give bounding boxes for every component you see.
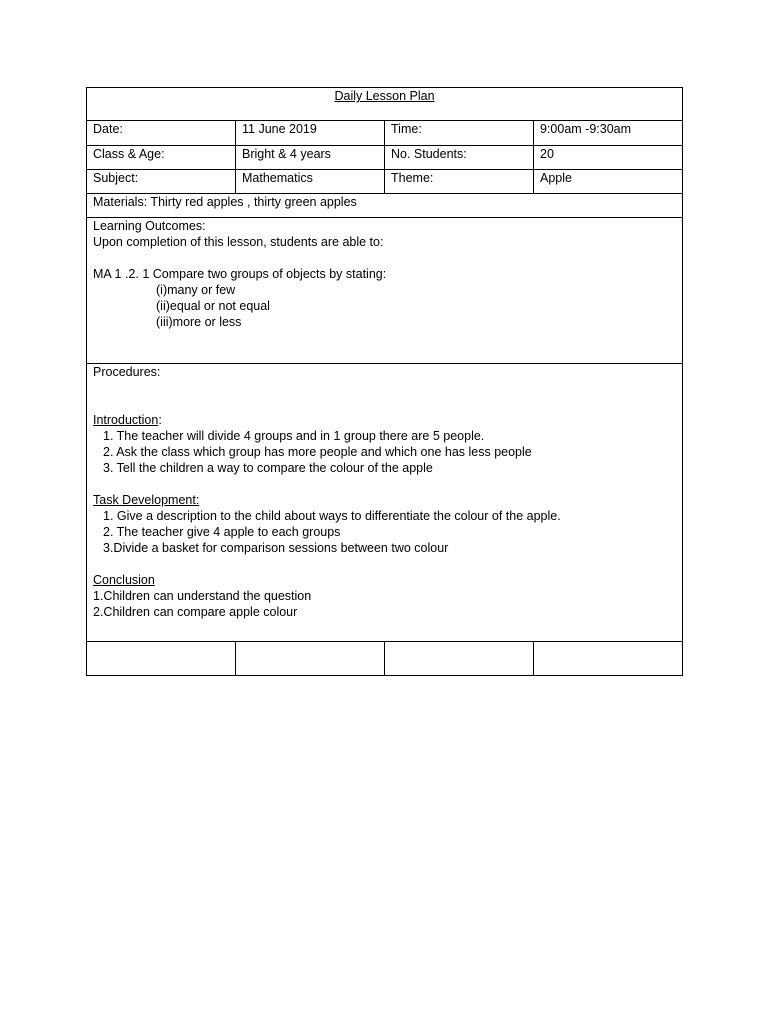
empty-cell [236,642,385,676]
introduction-heading-colon: : [158,413,162,427]
conclusion-heading: Conclusion [93,573,155,587]
introduction-heading: Introduction [93,413,159,427]
learning-outcomes-intro: Upon completion of this lesson, students are able to: [93,235,384,249]
theme-label: Theme: [385,170,534,194]
learning-outcomes-cell [87,218,683,364]
time-value: 9:00am -9:30am [534,121,683,146]
subject-value: Mathematics [236,170,385,194]
subject-label: Subject: [87,170,236,194]
learning-standard: MA 1 .2. 1 Compare two groups of objects by stating: [93,267,387,281]
introduction-heading-line [93,412,676,428]
procedures-row [87,364,683,642]
task-development-item: 2. The teacher give 4 apple to each groups [103,525,341,539]
class-label: Class & Age: [87,146,236,170]
spacer [93,476,676,492]
spacer [93,380,676,396]
procedures-cell [87,364,683,642]
students-label: No. Students: [385,146,534,170]
date-time-row [87,121,683,146]
lesson-plan-table [86,87,683,676]
page-title: Daily Lesson Plan [334,89,435,103]
procedures-heading: Procedures: [93,365,161,379]
subject-theme-row [87,170,683,194]
spacer [93,396,676,412]
class-students-row [87,146,683,170]
conclusion-item: 1.Children can understand the question [93,589,312,603]
empty-footer-row [87,642,683,676]
empty-cell [87,642,236,676]
empty-cell [385,642,534,676]
spacer [93,556,676,572]
introduction-item: 3. Tell the children a way to compare the colour of the apple [103,461,433,475]
date-label: Date: [87,121,236,146]
task-development-item: 3.Divide a basket for comparison sessions between two colour [103,541,449,555]
learning-outcomes-heading: Learning Outcomes: [93,219,206,233]
theme-value: Apple [534,170,683,194]
class-value: Bright & 4 years [236,146,385,170]
title-row [87,88,683,121]
spacer [93,250,676,266]
empty-cell [534,642,683,676]
title-cell [87,88,683,121]
introduction-item: 1. The teacher will divide 4 groups and in 1 group there are 5 people. [103,429,485,443]
students-value: 20 [534,146,683,170]
conclusion-item: 2.Children can compare apple colour [93,605,298,619]
introduction-item: 2. Ask the class which group has more people and which one has less people [103,445,532,459]
task-development-heading: Task Development: [93,493,200,507]
objective-item: (i)many or few [156,283,236,297]
materials-row [87,194,683,218]
materials-text: Materials: Thirty red apples , thirty green apples [87,194,683,218]
objective-item: (ii)equal or not equal [156,299,270,313]
task-development-item: 1. Give a description to the child about ways to differentiate the colour of the apple. [103,509,561,523]
time-label: Time: [385,121,534,146]
learning-outcomes-row [87,218,683,364]
date-value: 11 June 2019 [236,121,385,146]
objective-item: (iii)more or less [156,315,242,329]
